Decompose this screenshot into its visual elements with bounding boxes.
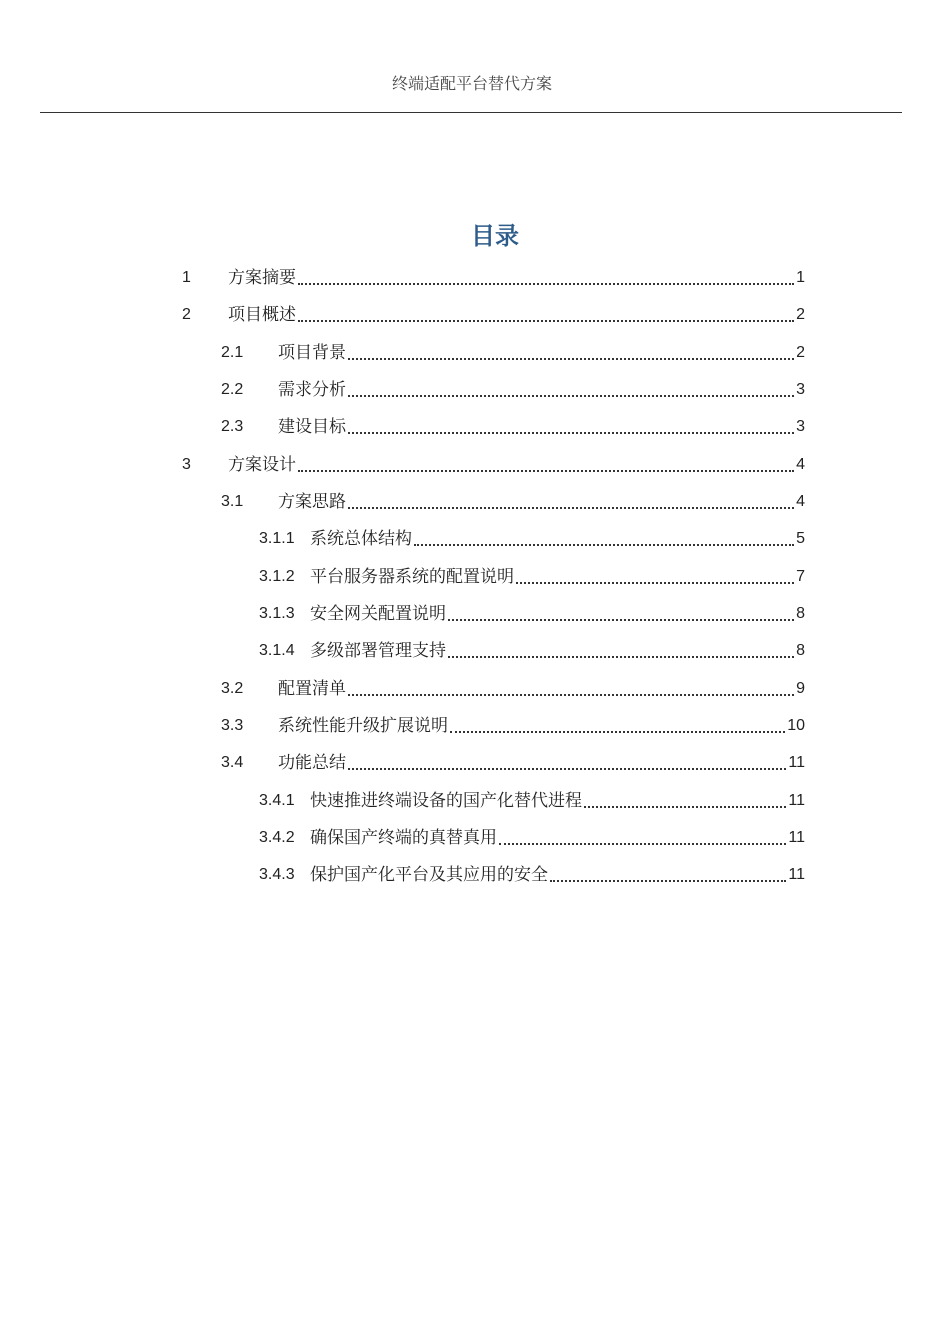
toc-entry-number: 2.1 [221, 343, 244, 361]
toc-entry-number: 1 [182, 268, 191, 286]
toc-entry[interactable] [221, 744, 805, 781]
dot-leader [298, 320, 794, 322]
toc-entry-page: 7 [796, 567, 805, 585]
toc-entry-page: 1 [796, 268, 805, 286]
dot-leader [414, 544, 794, 546]
toc-entry[interactable] [221, 408, 805, 445]
toc-entry[interactable] [259, 819, 805, 856]
toc-entry-number: 3.3 [221, 716, 244, 734]
toc-entry-label: 安全网关配置说明 [310, 603, 446, 624]
toc-entry-page: 2 [796, 343, 805, 361]
toc-entry-number: 2.2 [221, 380, 244, 398]
toc-entry-label: 功能总结 [278, 752, 346, 773]
toc-entry-number: 3.4.3 [259, 865, 295, 883]
page-header-title: 终端适配平台替代方案 [391, 74, 552, 93]
dot-leader [348, 358, 794, 360]
toc-entry-label: 方案摘要 [228, 267, 296, 288]
toc-entry-page: 8 [796, 604, 805, 622]
toc-entry[interactable] [182, 296, 805, 333]
toc-entry-label: 系统总体结构 [310, 528, 412, 549]
toc-entry-label: 多级部署管理支持 [310, 640, 446, 661]
toc-entry-number: 3.4.1 [259, 791, 295, 809]
toc-entry-number: 3.4.2 [259, 828, 295, 846]
toc-entry-page: 11 [788, 828, 805, 846]
toc-entry[interactable] [221, 707, 805, 744]
dot-leader [550, 880, 786, 882]
toc-entry-number: 3.4 [221, 753, 244, 771]
toc-entry-label: 保护国产化平台及其应用的安全 [310, 864, 548, 885]
dot-leader [448, 619, 794, 621]
toc-entry-label: 平台服务器系统的配置说明 [310, 566, 514, 587]
toc-entry-number: 3.1.3 [259, 604, 295, 622]
toc-entry-label: 建设目标 [278, 416, 346, 437]
dot-leader [499, 843, 786, 845]
dot-leader [348, 768, 786, 770]
toc-entry-page: 4 [796, 492, 805, 510]
toc-entry-number: 2 [182, 305, 191, 323]
toc-entry[interactable] [259, 782, 805, 819]
dot-leader [298, 283, 794, 285]
toc-entry[interactable] [221, 371, 805, 408]
toc-entry[interactable] [259, 520, 805, 557]
toc-entry-number: 3.1.4 [259, 641, 295, 659]
toc-entry-label: 方案设计 [228, 454, 296, 475]
toc-entry-page: 3 [796, 417, 805, 435]
toc-entry-page: 2 [796, 305, 805, 323]
toc-entry-label: 项目概述 [228, 304, 296, 325]
toc-entry-label: 配置清单 [278, 678, 346, 699]
toc-entry-page: 11 [788, 753, 805, 771]
toc-entry-label: 项目背景 [278, 342, 346, 363]
toc-entry[interactable] [221, 483, 805, 520]
dot-leader [584, 806, 786, 808]
dot-leader [348, 432, 794, 434]
dot-leader [298, 470, 794, 472]
toc-entry[interactable] [221, 334, 805, 371]
toc-title: 目录 [471, 221, 519, 250]
toc-entry[interactable] [221, 670, 805, 707]
toc-entry-page: 8 [796, 641, 805, 659]
toc-entry-label: 方案思路 [278, 491, 346, 512]
toc-entry-page: 11 [788, 865, 805, 883]
toc-entry-page: 4 [796, 455, 805, 473]
toc-entry-label: 系统性能升级扩展说明 [278, 715, 448, 736]
dot-leader [348, 694, 794, 696]
toc-entry-page: 10 [787, 716, 805, 734]
toc-entry-label: 需求分析 [278, 379, 346, 400]
toc-entry-number: 3.1.2 [259, 567, 295, 585]
toc-entry-page: 9 [796, 679, 805, 697]
dot-leader [448, 656, 794, 658]
toc-entry-number: 3.1.1 [259, 529, 295, 547]
toc-entry-page: 11 [788, 791, 805, 809]
toc-entry[interactable] [259, 632, 805, 669]
toc-entry[interactable] [259, 856, 805, 893]
toc-entry-page: 5 [796, 529, 805, 547]
toc-entry[interactable] [182, 446, 805, 483]
toc-entry-number: 3.1 [221, 492, 244, 510]
toc-entry-page: 3 [796, 380, 805, 398]
toc-entry-number: 2.3 [221, 417, 244, 435]
dot-leader [348, 395, 794, 397]
toc-entry-number: 3 [182, 455, 191, 473]
dot-leader [450, 731, 785, 733]
toc-entry-label: 快速推进终端设备的国产化替代进程 [310, 790, 582, 811]
dot-leader [348, 507, 794, 509]
toc-entry[interactable] [182, 259, 805, 296]
toc-entry[interactable] [259, 595, 805, 632]
toc-entry[interactable] [259, 558, 805, 595]
toc-entry-number: 3.2 [221, 679, 244, 697]
toc-entry-label: 确保国产终端的真替真用 [310, 827, 497, 848]
header-divider [40, 112, 902, 113]
dot-leader [516, 582, 794, 584]
